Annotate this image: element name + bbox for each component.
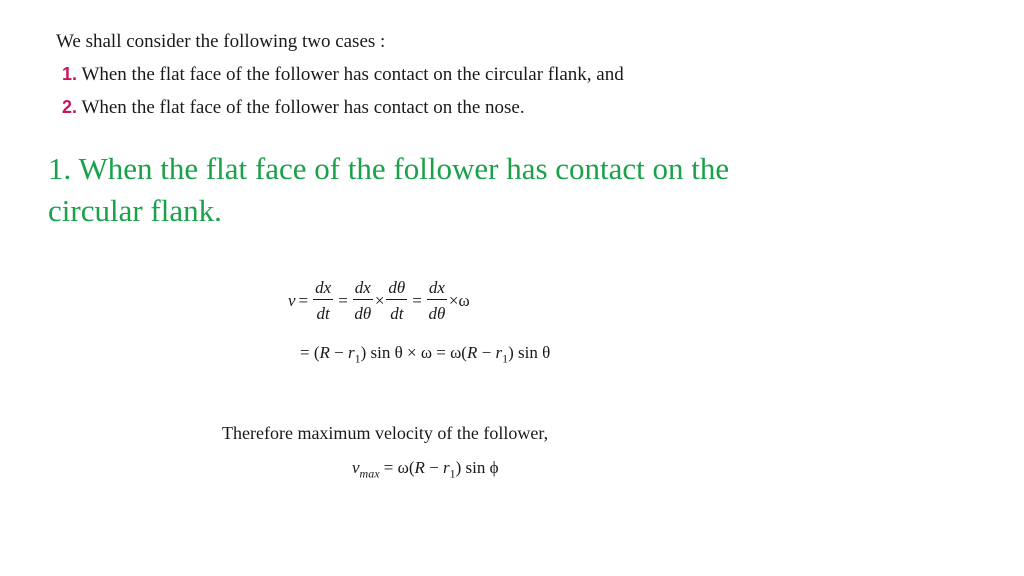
case-item-1 <box>62 62 624 87</box>
eq1-times-omega: ×ω <box>448 291 470 310</box>
eq2-R2: R <box>466 343 478 362</box>
eq2-part-3: ) sin θ × ω = ω( <box>360 343 467 362</box>
frac1-denominator: dt <box>316 304 330 323</box>
case-text-1: When the flat face of the follower has contact on the circular flank, and <box>81 64 624 85</box>
eq2-r2-subscript: 1 <box>502 351 509 366</box>
frac4-numerator: dx <box>427 279 447 300</box>
eq3-part-3: ) sin ϕ <box>455 458 499 477</box>
eq2-r2: r <box>495 343 503 362</box>
case-text-2: When the flat face of the follower has contact on the nose. <box>81 97 525 118</box>
eq3-r: r <box>442 458 450 477</box>
eq3-part-1: = ω( <box>379 458 415 477</box>
velocity-expansion-equation <box>300 343 550 366</box>
fraction-dx-dtheta-2 <box>427 279 447 323</box>
eq1-times: × <box>374 291 385 310</box>
therefore-text: Therefore maximum velocity of the follower, <box>222 423 549 443</box>
velocity-equation <box>288 275 470 327</box>
eq2-r1-subscript: 1 <box>354 351 361 366</box>
eq2-part-1: = ( <box>300 343 320 362</box>
intro-text: We shall consider the following two cases : <box>56 31 386 52</box>
eq1-equals-3: = <box>412 291 422 310</box>
case-number-2: 2. <box>62 97 78 117</box>
eq1-equals-1: = <box>298 291 309 310</box>
eq2-R: R <box>319 343 330 362</box>
frac1-numerator: dx <box>313 279 333 300</box>
eq3-v: v <box>352 458 360 477</box>
fraction-dx-dt <box>313 279 333 323</box>
eq2-part-5: ) sin θ <box>508 343 551 362</box>
eq3-v-subscript: max <box>359 466 380 481</box>
frac3-numerator: dθ <box>386 279 407 300</box>
eq1-lhs: v <box>288 291 296 310</box>
max-velocity-equation <box>352 458 499 481</box>
frac3-denominator: dt <box>390 304 404 323</box>
frac4-denominator: dθ <box>428 304 446 323</box>
case-number-1: 1. <box>62 64 78 84</box>
frac2-denominator: dθ <box>354 304 372 323</box>
fraction-dx-dtheta <box>353 279 373 323</box>
eq2-part-2: − <box>329 343 348 362</box>
frac2-numerator: dx <box>353 279 373 300</box>
eq3-part-2: − <box>424 458 443 477</box>
case-item-2 <box>62 95 525 120</box>
fraction-dtheta-dt <box>386 279 407 323</box>
eq1-equals-2: = <box>338 291 348 310</box>
eq2-r1: r <box>347 343 355 362</box>
eq2-part-4: − <box>477 343 496 362</box>
section-heading: 1. When the flat face of the follower has contact on the circular flank. <box>48 151 730 228</box>
eq3-R: R <box>414 458 425 477</box>
eq3-r-subscript: 1 <box>449 466 456 481</box>
